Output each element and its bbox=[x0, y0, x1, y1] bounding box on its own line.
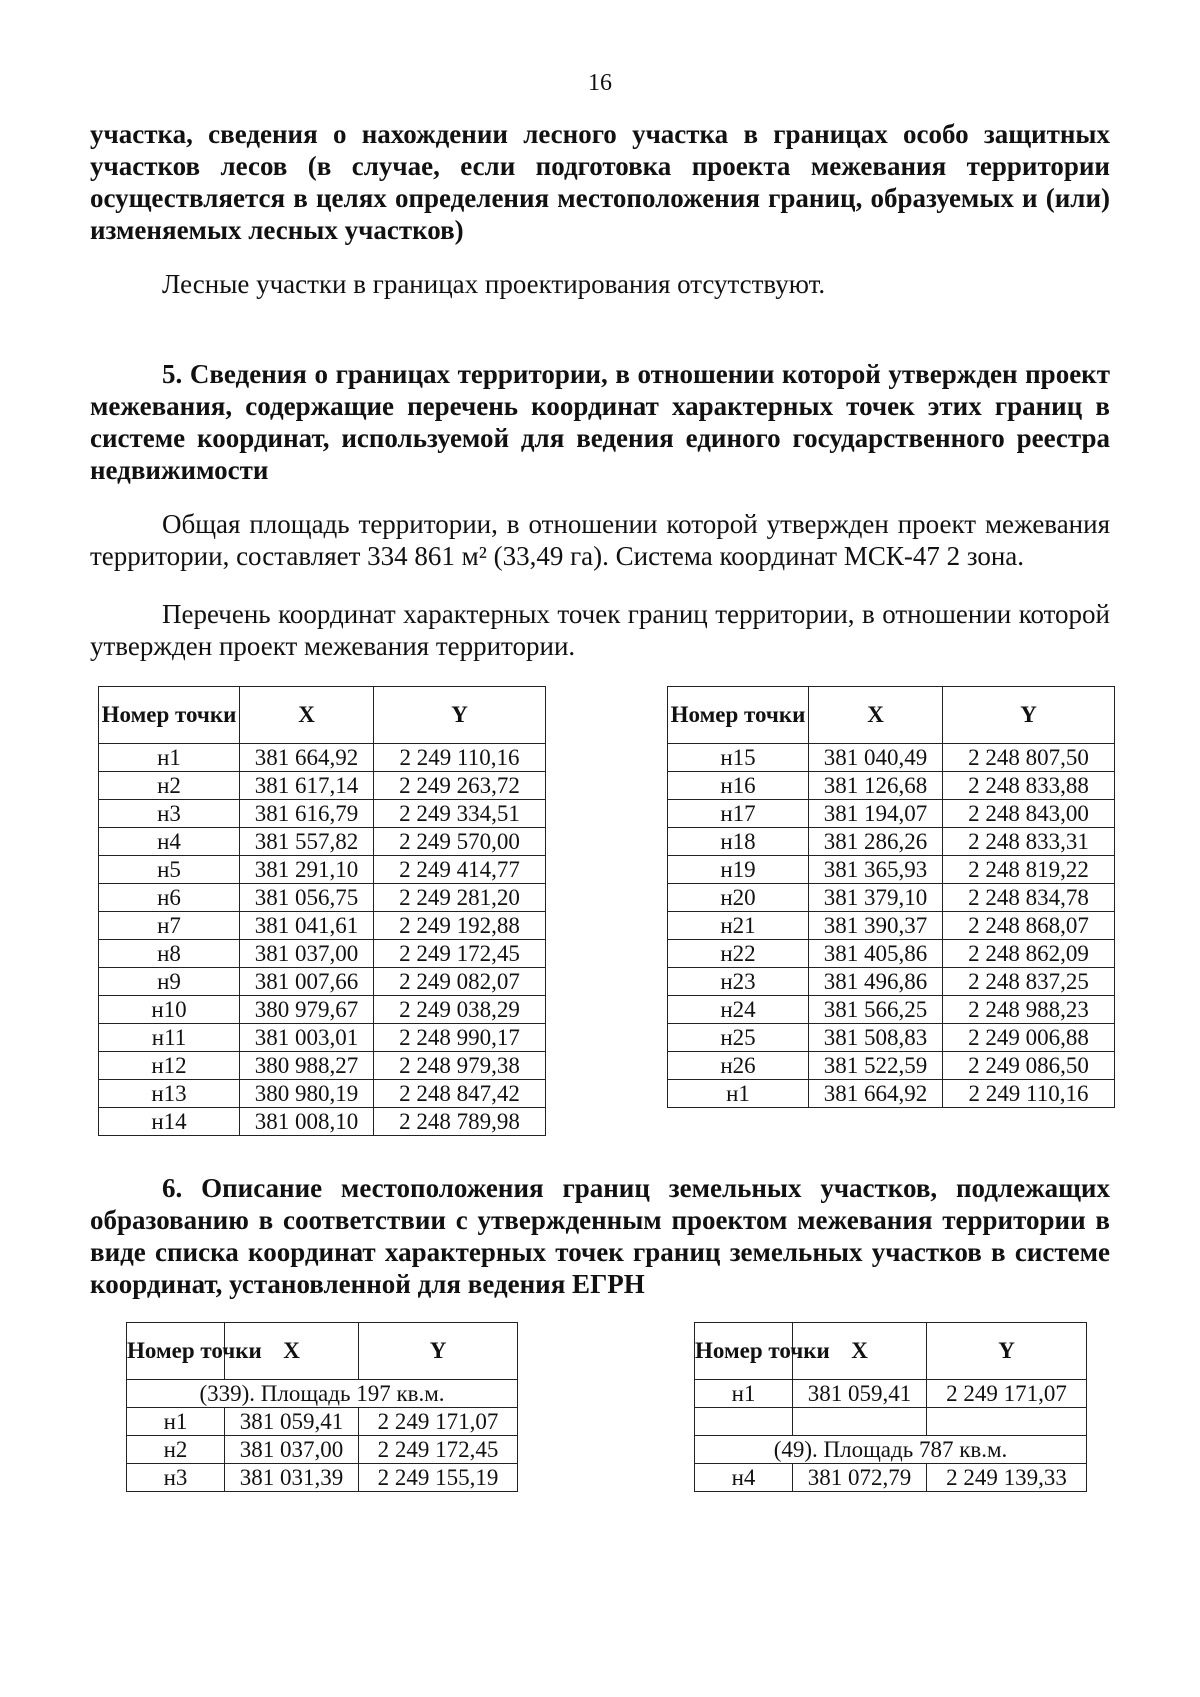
x-cell: 381 291,10 bbox=[240, 856, 374, 884]
section6-heading: 6. Описание местоположения границ земельных участков, подлежащих образованию в соответствии с утвержденным проектом межевания территории в виде списка координат характерных точек границ земельных участков в системе координат, установленной для ведения ЕГРН bbox=[90, 1173, 1110, 1299]
point-cell: н7 bbox=[99, 912, 240, 940]
forest-note: Лесные участки в границах проектирования отсутствуют. bbox=[162, 269, 826, 299]
y-cell: 2 249 006,88 bbox=[943, 1024, 1115, 1052]
y-cell: 2 249 334,51 bbox=[374, 800, 546, 828]
table-row bbox=[99, 800, 546, 828]
header-point: Номер точки bbox=[127, 1323, 225, 1380]
point-cell: н11 bbox=[99, 1024, 240, 1052]
table-row bbox=[127, 1436, 518, 1464]
y-cell: 2 249 110,16 bbox=[374, 744, 546, 772]
page-number: 16 bbox=[588, 70, 612, 96]
point-cell: н10 bbox=[99, 996, 240, 1024]
table-row bbox=[668, 744, 1115, 772]
y-cell: 2 249 171,07 bbox=[359, 1408, 518, 1436]
parcel-table-left bbox=[126, 1322, 518, 1492]
table-row bbox=[99, 856, 546, 884]
y-cell: 2 249 570,00 bbox=[374, 828, 546, 856]
point-cell: н26 bbox=[668, 1052, 809, 1080]
table-row bbox=[668, 772, 1115, 800]
point-cell: н1 bbox=[668, 1080, 809, 1108]
parcel-label-row bbox=[695, 1436, 1087, 1464]
x-cell: 381 405,86 bbox=[809, 940, 943, 968]
empty-cell bbox=[695, 1408, 793, 1436]
y-cell: 2 249 192,88 bbox=[374, 912, 546, 940]
x-cell: 381 390,37 bbox=[809, 912, 943, 940]
y-cell: 2 248 988,23 bbox=[943, 996, 1115, 1024]
point-cell: н1 bbox=[99, 744, 240, 772]
x-cell: 381 664,92 bbox=[809, 1080, 943, 1108]
table-row bbox=[99, 968, 546, 996]
y-cell: 2 249 172,45 bbox=[374, 940, 546, 968]
x-cell: 381 056,75 bbox=[240, 884, 374, 912]
x-cell: 381 379,10 bbox=[809, 884, 943, 912]
x-cell: 381 059,41 bbox=[793, 1380, 927, 1408]
x-cell: 381 617,14 bbox=[240, 772, 374, 800]
x-cell: 381 522,59 bbox=[809, 1052, 943, 1080]
table-row bbox=[668, 996, 1115, 1024]
table-row bbox=[695, 1380, 1087, 1408]
y-cell: 2 249 155,19 bbox=[359, 1464, 518, 1492]
point-cell: н3 bbox=[99, 800, 240, 828]
x-cell: 381 508,83 bbox=[809, 1024, 943, 1052]
table-row bbox=[127, 1408, 518, 1436]
table-row bbox=[99, 912, 546, 940]
point-cell: н15 bbox=[668, 744, 809, 772]
x-cell: 381 037,00 bbox=[225, 1436, 359, 1464]
x-cell: 381 194,07 bbox=[809, 800, 943, 828]
empty-cell bbox=[927, 1408, 1087, 1436]
y-cell: 2 248 834,78 bbox=[943, 884, 1115, 912]
point-cell: н17 bbox=[668, 800, 809, 828]
header-x: X bbox=[793, 1323, 927, 1380]
header-y: Y bbox=[359, 1323, 518, 1380]
header-x: X bbox=[809, 687, 943, 744]
table-row bbox=[99, 828, 546, 856]
x-cell: 381 040,49 bbox=[809, 744, 943, 772]
parcel-label: (49). Площадь 787 кв.м. bbox=[695, 1436, 1087, 1464]
table-row bbox=[99, 1080, 546, 1108]
y-cell: 2 248 833,31 bbox=[943, 828, 1115, 856]
x-cell: 381 037,00 bbox=[240, 940, 374, 968]
x-cell: 380 979,67 bbox=[240, 996, 374, 1024]
y-cell: 2 249 082,07 bbox=[374, 968, 546, 996]
y-cell: 2 248 847,42 bbox=[374, 1080, 546, 1108]
parcel-label: (339). Площадь 197 кв.м. bbox=[127, 1380, 518, 1408]
y-cell: 2 249 086,50 bbox=[943, 1052, 1115, 1080]
empty-cell bbox=[793, 1408, 927, 1436]
table-row bbox=[127, 1464, 518, 1492]
x-cell: 381 031,39 bbox=[225, 1464, 359, 1492]
y-cell: 2 249 171,07 bbox=[927, 1380, 1087, 1408]
point-cell: н13 bbox=[99, 1080, 240, 1108]
y-cell: 2 248 868,07 bbox=[943, 912, 1115, 940]
table-row bbox=[668, 800, 1115, 828]
table-row bbox=[99, 1052, 546, 1080]
table-row bbox=[99, 884, 546, 912]
y-cell: 2 248 789,98 bbox=[374, 1108, 546, 1136]
point-cell: н8 bbox=[99, 940, 240, 968]
x-cell: 381 041,61 bbox=[240, 912, 374, 940]
table-row bbox=[99, 940, 546, 968]
point-cell: н21 bbox=[668, 912, 809, 940]
coords-table-left bbox=[98, 686, 546, 1136]
y-cell: 2 249 172,45 bbox=[359, 1436, 518, 1464]
table-row bbox=[668, 1052, 1115, 1080]
point-cell: н3 bbox=[127, 1464, 225, 1492]
x-cell: 381 365,93 bbox=[809, 856, 943, 884]
point-cell: н2 bbox=[99, 772, 240, 800]
parcel-table-right bbox=[694, 1322, 1087, 1492]
y-cell: 2 248 843,00 bbox=[943, 800, 1115, 828]
point-cell: н18 bbox=[668, 828, 809, 856]
table-row bbox=[668, 940, 1115, 968]
x-cell: 381 059,41 bbox=[225, 1408, 359, 1436]
parcel-label-row bbox=[127, 1380, 518, 1408]
y-cell: 2 248 833,88 bbox=[943, 772, 1115, 800]
table-row bbox=[668, 912, 1115, 940]
table-row bbox=[99, 1108, 546, 1136]
x-cell: 381 664,92 bbox=[240, 744, 374, 772]
header-point: Номер точки bbox=[695, 1323, 793, 1380]
table-row bbox=[695, 1464, 1087, 1492]
x-cell: 381 126,68 bbox=[809, 772, 943, 800]
header-y: Y bbox=[943, 687, 1115, 744]
y-cell: 2 248 819,22 bbox=[943, 856, 1115, 884]
x-cell: 381 008,10 bbox=[240, 1108, 374, 1136]
y-cell: 2 248 990,17 bbox=[374, 1024, 546, 1052]
table-row bbox=[99, 772, 546, 800]
x-cell: 381 616,79 bbox=[240, 800, 374, 828]
x-cell: 381 072,79 bbox=[793, 1464, 927, 1492]
y-cell: 2 248 807,50 bbox=[943, 744, 1115, 772]
y-cell: 2 249 139,33 bbox=[927, 1464, 1087, 1492]
table-row bbox=[99, 1024, 546, 1052]
section5-list-text: Перечень координат характерных точек границ территории, в отношении которой утвержден проект межевания территории. bbox=[90, 599, 1110, 661]
x-cell: 381 003,01 bbox=[240, 1024, 374, 1052]
coords-table-right bbox=[667, 686, 1115, 1108]
table-row bbox=[99, 996, 546, 1024]
intro-heading: участка, сведения о нахождении лесного участка в границах особо защитных участков лесов (в случае, если подготовка проекта межевания территории осуществляется в целях определения местоположения границ, образуемых и (или) изменяемых лесных участков) bbox=[90, 119, 1110, 245]
point-cell: н1 bbox=[127, 1408, 225, 1436]
y-cell: 2 249 038,29 bbox=[374, 996, 546, 1024]
point-cell: н4 bbox=[695, 1464, 793, 1492]
point-cell: н16 bbox=[668, 772, 809, 800]
point-cell: н9 bbox=[99, 968, 240, 996]
point-cell: н25 bbox=[668, 1024, 809, 1052]
x-cell: 381 286,26 bbox=[809, 828, 943, 856]
point-cell: н12 bbox=[99, 1052, 240, 1080]
point-cell: н4 bbox=[99, 828, 240, 856]
empty-row bbox=[695, 1408, 1087, 1436]
x-cell: 380 988,27 bbox=[240, 1052, 374, 1080]
y-cell: 2 249 263,72 bbox=[374, 772, 546, 800]
point-cell: н5 bbox=[99, 856, 240, 884]
table-row bbox=[99, 744, 546, 772]
y-cell: 2 248 979,38 bbox=[374, 1052, 546, 1080]
x-cell: 381 007,66 bbox=[240, 968, 374, 996]
x-cell: 381 496,86 bbox=[809, 968, 943, 996]
header-x: X bbox=[240, 687, 374, 744]
point-cell: н6 bbox=[99, 884, 240, 912]
y-cell: 2 248 837,25 bbox=[943, 968, 1115, 996]
table-row bbox=[668, 968, 1115, 996]
table-row bbox=[668, 828, 1115, 856]
table-row bbox=[668, 884, 1115, 912]
table-row bbox=[668, 1080, 1115, 1108]
header-x: X bbox=[225, 1323, 359, 1380]
y-cell: 2 248 862,09 bbox=[943, 940, 1115, 968]
point-cell: н2 bbox=[127, 1436, 225, 1464]
x-cell: 381 557,82 bbox=[240, 828, 374, 856]
table-row bbox=[668, 856, 1115, 884]
point-cell: н24 bbox=[668, 996, 809, 1024]
point-cell: н14 bbox=[99, 1108, 240, 1136]
header-point: Номер точки bbox=[668, 687, 809, 744]
y-cell: 2 249 110,16 bbox=[943, 1080, 1115, 1108]
header-point: Номер точки bbox=[99, 687, 240, 744]
point-cell: н22 bbox=[668, 940, 809, 968]
section5-heading: 5. Сведения о границах территории, в отношении которой утвержден проект межевания, содержащие перечень координат характерных точек этих границ в системе координат, используемой для ведения единого государственного реестра недвижимости bbox=[90, 359, 1110, 485]
table-row bbox=[668, 1024, 1115, 1052]
y-cell: 2 249 414,77 bbox=[374, 856, 546, 884]
point-cell: н19 bbox=[668, 856, 809, 884]
header-y: Y bbox=[927, 1323, 1087, 1380]
point-cell: н1 bbox=[695, 1380, 793, 1408]
section5-area-text: Общая площадь территории, в отношении которой утвержден проект межевания территории, составляет 334 861 м² (33,49 га). Система координат МСК-47 2 зона. bbox=[90, 509, 1110, 571]
y-cell: 2 249 281,20 bbox=[374, 884, 546, 912]
point-cell: н23 bbox=[668, 968, 809, 996]
x-cell: 380 980,19 bbox=[240, 1080, 374, 1108]
x-cell: 381 566,25 bbox=[809, 996, 943, 1024]
point-cell: н20 bbox=[668, 884, 809, 912]
header-y: Y bbox=[374, 687, 546, 744]
